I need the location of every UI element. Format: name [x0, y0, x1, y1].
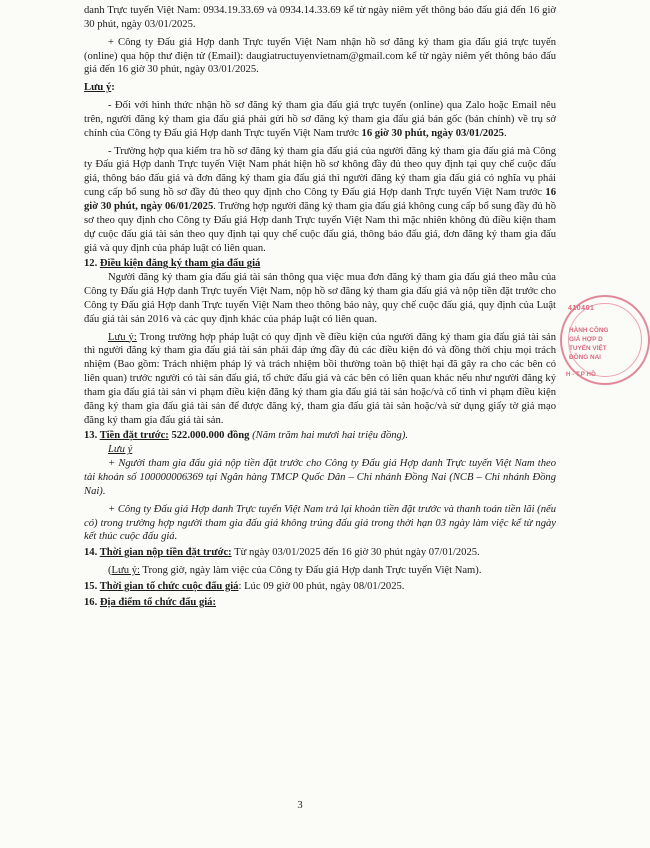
company-seal: [560, 295, 650, 385]
section-16-heading: [84, 596, 556, 610]
auction-time: : Lúc 09 giờ 00 phút, ngày 08/01/2025.: [238, 580, 405, 592]
section-14-number: 14.: [84, 547, 100, 559]
paragraph-zalo-contact: danh Trực tuyến Việt Nam: 0934.19.33.69 và 0934.14.33.69 kể từ ngày niêm yết thông báo đấu giá đến 16 giờ 30 phút, ngày 03/01/2025.: [84, 5, 556, 30]
section-14-heading: [84, 546, 556, 560]
legal-note-text: Trong trường hợp pháp luật có quy định về điều kiện của người đăng ký tham gia đấu giá tài sản thì người đăng ký tham gia đấu giá tài sản phải đáp ứng đầy đủ các điều kiện đó và đồng thời chịu mọi trách nhiệm (Bao gồm: Trách nhiệm pháp lý và trách nhiệm bồi thường toàn bộ thiệt hại đã gây ra cho các bên có liên quan) trước người có tài sản đấu giá, tổ chức đấu giá và các bên có liên quan khác nếu như người đăng ký tham gia đấu giá tài sản vi phạm điều kiện đăng ký tham gia đấu giá tài sản hoặc/và cố tình vi phạm điều kiện đăng ký tham gia đấu giá tài sản để được đăng ký, tham gia đấu giá tài sản hoặc/và sử dụng giấy tờ giả mạo đăng ký tham gia đấu giá tài sản.: [84, 331, 556, 426]
paragraph-supplement-text-b: . Trường hợp người đăng ký tham gia đấu giá không cung cấp bổ sung đầy đủ hồ sơ theo quy định cho Công ty Đấu giá Hợp danh Trực tuyến Việt Nam thì mặc nhiên không đủ điều kiện tham dự cuộc đấu giá tài sản theo quy định tại quy chế cuộc đấu giá, thông báo đấu giá, đơn đăng ký tham gia đấu giá và quy định của pháp luật có liên quan.: [84, 200, 556, 254]
note-heading: Lưu ý:: [84, 82, 115, 94]
page-number: 3: [297, 800, 303, 811]
seal-line-1: HÀNH CÔNG: [569, 327, 609, 334]
section-13-number: 13.: [84, 430, 100, 442]
seal-bottom-text: H - T.P HỒ: [566, 371, 596, 378]
paragraph-original-dossier-text: - Đối với hình thức nhận hồ sơ đăng ký tham gia đấu giá trực tuyến (online) qua Zalo hoặc Email nêu trên, người đăng ký tham gia đấu giá phải gửi hồ sơ đăng ký tham gia đấu giá bản gốc (bản chính) về trụ sở chính của Công ty Đấu giá Hợp danh Trực tuyến Việt Nam trước: [84, 100, 556, 139]
section-12-number: 12.: [84, 258, 100, 270]
seal-top-text: 410401: [568, 305, 595, 312]
seal-line-4: ĐỒNG NAI: [569, 354, 601, 361]
section-15-heading: [84, 580, 556, 594]
deadline-supplement: 16 giờ 30 phút, ngày 06/01/2025: [84, 187, 556, 212]
section-15-title: Thời gian tổ chức cuộc đấu giá: [99, 580, 239, 592]
deposit-amount-words: (Năm trăm hai mươi hai triệu đồng).: [249, 430, 409, 442]
paragraph-supplement-dossier: [84, 145, 556, 256]
section-16-number: 16.: [84, 596, 100, 608]
paragraph-original-dossier: - Đối với hình thức nhận hồ sơ đăng ký tham gia đấu giá trực tuyến (online) qua Zalo hoặc Email nêu trên, người đăng ký tham gia đấu giá phải gửi hồ sơ đăng ký tham gia đấu giá bản gốc (bản chính) về trụ sở chính của Công ty Đấu giá Hợp danh Trực tuyến Việt Nam trước 16 giờ 30 phút, ngày 03/01/2025.: [84, 100, 556, 139]
paragraph-deposit-refund: + Công ty Đấu giá Hợp danh Trực tuyến Việt Nam trả lại khoản tiền đặt trước và thanh toán tiền lãi (nếu có) trong trường hợp người tham gia đấu giá không trúng đấu giá trong thời hạn 03 ngày làm việc kể từ ngày kết thúc cuộc đấu giá.: [84, 503, 556, 543]
section-12-heading: [84, 257, 556, 271]
paragraph-email-registration: + Công ty Đấu giá Hợp danh Trực tuyến Việt Nam nhận hồ sơ đăng ký tham gia đấu giá trực tuyến (online) qua hộp thư điện tử (Email): daugiatructuyenvietnam@gmail.com kể từ ngày niêm yết thông báo đấu giá đến 16 giờ 30 phút, ngày 03/01/2025.: [84, 36, 556, 76]
section-12-title: Điều kiện đăng ký tham gia đấu giá: [99, 258, 261, 270]
working-hours-note-label: Lưu ý:: [111, 565, 140, 577]
seal-line-2: GIÁ HỢP D: [569, 336, 603, 343]
seal-line-3: TUYẾN VIỆT: [569, 345, 607, 352]
paragraph-deposit-account: + Người tham gia đấu giá nộp tiền đặt trước cho Công ty Đấu giá Hợp danh Trực tuyến Việt Nam theo tài khoản số 100000006369 tại Ngân hàng TMCP Quốc Dân – Chi nhánh Đồng Nai (NCB – Chi nhánh Đồng Nai).: [84, 458, 556, 497]
paragraph-legal-note: [84, 331, 556, 428]
section-15-number: 15.: [84, 580, 100, 592]
paragraph-supplement-text-a: - Trường hợp qua kiểm tra hồ sơ đăng ký tham gia đấu giá của người đăng ký tham gia đấu giá mà Công ty Đấu giá Hợp danh Trực tuyến Việt Nam phát hiện hồ sơ không đầy đủ theo quy định tại quy chế cuộc đấu giá, thông báo đấu giá và đơn đăng ký tham gia đấu giá thì người đăng ký tham gia đấu giá có nghĩa vụ phải cung cấp bổ sung hồ sơ đầy đủ theo quy định cho Công ty Đấu giá Hợp danh Trực tuyến Việt Nam trước: [84, 145, 556, 199]
section-16-title: Địa điểm tổ chức đấu giá:: [99, 596, 217, 608]
note-label: Lưu ý: [84, 82, 112, 94]
deposit-note-label: Lưu ý: [108, 444, 133, 456]
section-14-title: Thời gian nộp tiền đặt trước:: [99, 547, 232, 559]
document-page: [84, 4, 556, 610]
deposit-amount: 522.000.000 đồng: [168, 430, 250, 442]
legal-note-label: Lưu ý:: [108, 331, 137, 343]
section-13-heading: [84, 429, 556, 443]
deposit-note-heading: [84, 443, 556, 457]
paragraph-registration-conditions: Người đăng ký tham gia đấu giá tài sản thông qua việc mua đơn đăng ký tham gia đấu giá theo mẫu của Công ty Đấu giá Hợp danh Trực tuyến Việt Nam, nộp hồ sơ đăng ký tham gia đấu giá và nộp tiền đặt trước cho Công ty Đấu giá Hợp danh Trực tuyến Việt Nam theo thông báo này, quy chế cuộc đấu giá, quy định của Luật đấu giá tài sản 2016 và các quy định khác của pháp luật có liên quan.: [84, 272, 556, 325]
paragraph-working-hours-note: (Lưu ý: Trong giờ, ngày làm việc của Công ty Đấu giá Hợp danh Trực tuyến Việt Nam).: [108, 565, 482, 577]
deposit-period: Từ ngày 03/01/2025 đến 16 giờ 30 phút ngày 07/01/2025.: [231, 547, 480, 559]
deadline-original-dossier: 16 giờ 30 phút, ngày 03/01/2025: [361, 127, 504, 139]
working-hours-note-text: Trong giờ, ngày làm việc của Công ty Đấu giá Hợp danh Trực tuyến Việt Nam).: [139, 565, 482, 577]
section-13-title: Tiền đặt trước:: [99, 430, 169, 442]
